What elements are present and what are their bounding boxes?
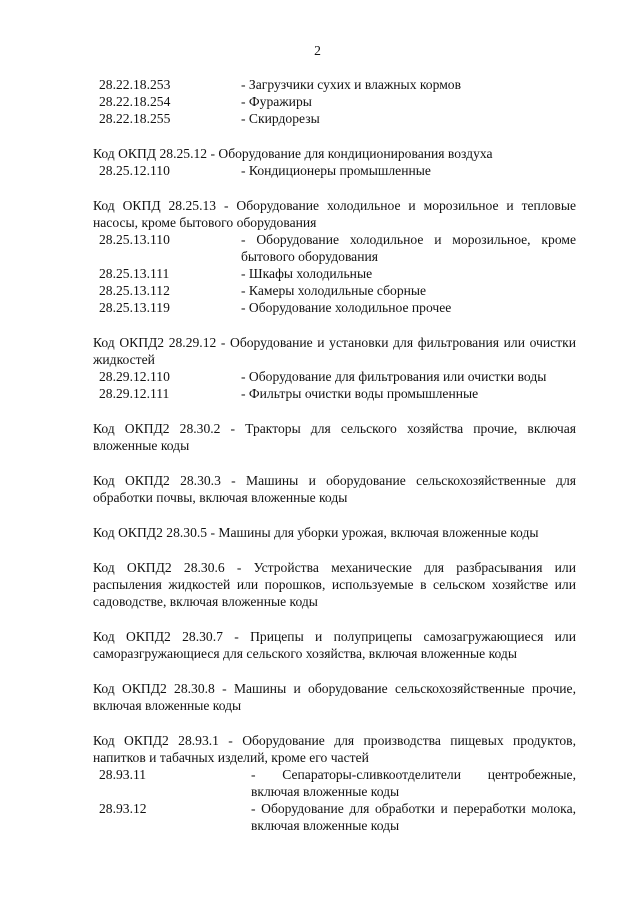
item-code: 28.25.12.110 bbox=[99, 163, 170, 178]
list-item bbox=[93, 110, 576, 127]
section-list bbox=[93, 76, 576, 127]
section-heading: Код ОКПД2 28.93.1 - Оборудование для производства пищевых продуктов, напитков и табачных изделий, кроме его частей bbox=[93, 733, 576, 765]
section-heading: Код ОКПД2 28.30.3 - Машины и оборудование сельскохозяйственные для обработки почвы, включая вложенные коды bbox=[93, 473, 576, 505]
section-okpd-28-25-12 bbox=[93, 145, 576, 179]
section-okpd2-28-30-2 bbox=[93, 420, 576, 454]
item-code: 28.25.13.119 bbox=[99, 300, 170, 315]
list-item bbox=[93, 299, 576, 316]
section-heading: Код ОКПД 28.25.12 - Оборудование для кондиционирования воздуха bbox=[93, 146, 493, 161]
list-item bbox=[93, 162, 576, 179]
item-description: - Камеры холодильные сборные bbox=[241, 283, 427, 298]
list-item bbox=[93, 282, 576, 299]
item-description: - Шкафы холодильные bbox=[241, 266, 373, 281]
list-item bbox=[93, 231, 576, 265]
section-okpd2-28-30-5 bbox=[93, 524, 576, 541]
section-okpd2-28-30-3 bbox=[93, 472, 576, 506]
section-okpd2-28-30-8 bbox=[93, 680, 576, 714]
item-description: - Сепараторы-сливкоотделители центробежные, включая вложенные коды bbox=[251, 767, 576, 799]
section-heading: Код ОКПД2 28.30.6 - Устройства механические для разбрасывания или распыления жидкостей или порошков, используемые в сельском хозяйстве или садоводстве, включая вложенные коды bbox=[93, 560, 576, 609]
item-code: 28.93.12 bbox=[99, 801, 147, 816]
section-heading: Код ОКПД2 28.29.12 - Оборудование и установки для фильтрования или очистки жидкостей bbox=[93, 335, 576, 367]
document-body bbox=[93, 76, 576, 834]
section-heading: Код ОКПД2 28.30.7 - Прицепы и полуприцепы самозагружающиеся или саморазгружающиеся для сельского хозяйства, включая вложенные коды bbox=[93, 629, 576, 661]
item-code: 28.25.13.112 bbox=[99, 283, 170, 298]
list-item bbox=[93, 385, 576, 402]
item-description: - Скирдорезы bbox=[241, 111, 320, 126]
item-code: 28.22.18.254 bbox=[99, 94, 171, 109]
item-description: - Кондиционеры промышленные bbox=[241, 163, 431, 178]
item-code: 28.22.18.253 bbox=[99, 77, 171, 92]
section-okpd2-28-30-6 bbox=[93, 559, 576, 610]
item-code: 28.29.12.110 bbox=[99, 369, 170, 384]
item-code: 28.25.13.110 bbox=[99, 232, 170, 247]
list-item bbox=[93, 265, 576, 282]
item-code: 28.25.13.111 bbox=[99, 266, 170, 281]
item-description: - Загрузчики сухих и влажных кормов bbox=[241, 77, 462, 92]
item-description: - Оборудование холодильное и морозильное, кроме бытового оборудования bbox=[241, 232, 576, 264]
list-item bbox=[93, 800, 576, 834]
item-description: - Фуражиры bbox=[241, 94, 312, 109]
section-okpd2-28-30-7 bbox=[93, 628, 576, 662]
item-description: - Оборудование холодильное прочее bbox=[241, 300, 452, 315]
section-okpd2-28-93-1 bbox=[93, 732, 576, 834]
list-item bbox=[93, 766, 576, 800]
list-item bbox=[93, 368, 576, 385]
section-heading: Код ОКПД 28.25.13 - Оборудование холодильное и морозильное и тепловые насосы, кроме бытового оборудования bbox=[93, 198, 576, 230]
section-heading: Код ОКПД2 28.30.5 - Машины для уборки урожая, включая вложенные коды bbox=[93, 525, 539, 540]
list-item bbox=[93, 93, 576, 110]
item-code: 28.22.18.255 bbox=[99, 111, 171, 126]
list-item bbox=[93, 76, 576, 93]
page-number: 2 bbox=[314, 43, 321, 58]
item-code: 28.93.11 bbox=[99, 767, 147, 782]
item-code: 28.29.12.111 bbox=[99, 386, 170, 401]
item-description: - Оборудование для обработки и переработки молока, включая вложенные коды bbox=[251, 801, 576, 833]
section-okpd-28-25-13 bbox=[93, 197, 576, 316]
item-description: - Фильтры очистки воды промышленные bbox=[241, 386, 479, 401]
item-description: - Оборудование для фильтрования или очистки воды bbox=[241, 369, 547, 384]
section-heading: Код ОКПД2 28.30.8 - Машины и оборудование сельскохозяйственные прочие, включая вложенные коды bbox=[93, 681, 576, 713]
section-heading: Код ОКПД2 28.30.2 - Тракторы для сельского хозяйства прочие, включая вложенные коды bbox=[93, 421, 576, 453]
section-okpd2-28-29-12 bbox=[93, 334, 576, 402]
